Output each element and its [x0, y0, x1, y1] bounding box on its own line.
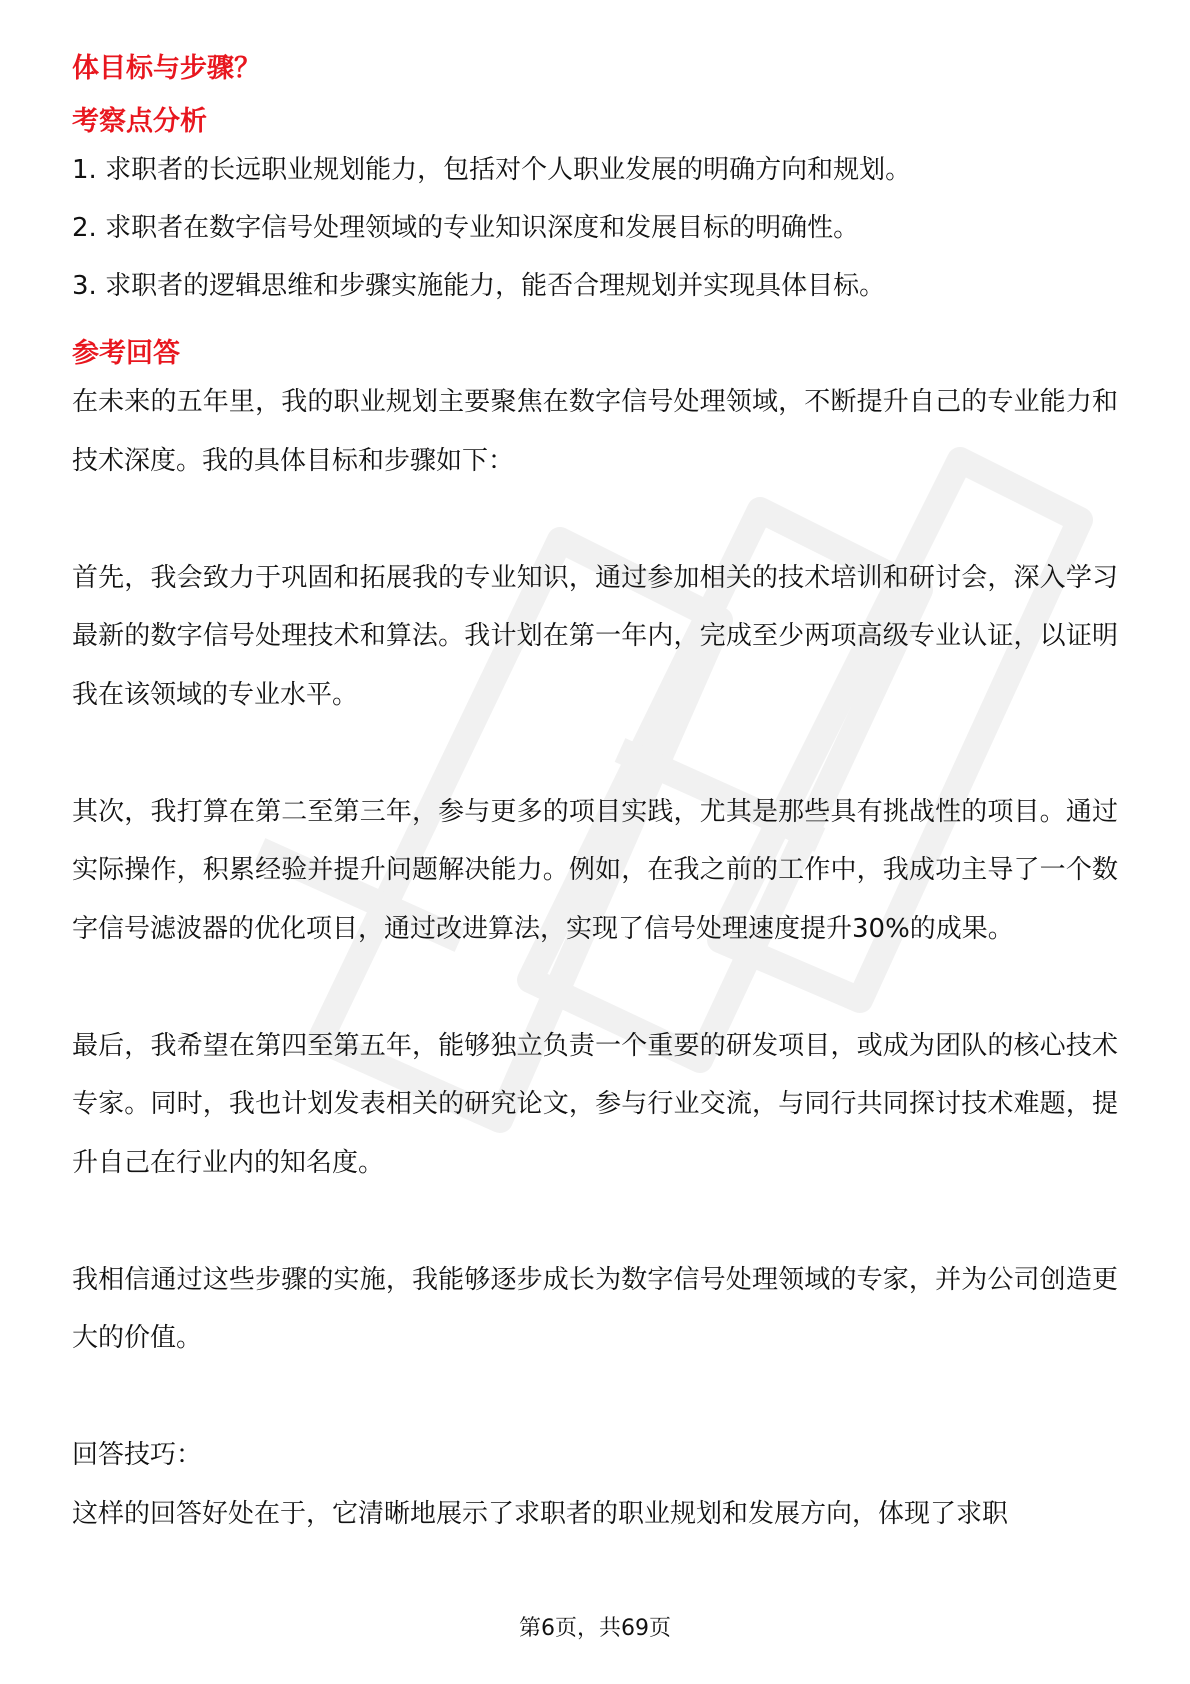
page-indicator: 第6页，共69页 [519, 1616, 671, 1641]
tips-text: 这样的回答好处在于，它清晰地展示了求职者的职业规划和发展方向，体现了求职 [72, 1498, 1009, 1529]
paragraph-spacer [72, 1368, 1118, 1427]
analysis-points-list [72, 141, 1118, 315]
paragraph-spacer [72, 1192, 1118, 1251]
answer-paragraph-first-step: 首先，我会致力于巩固和拓展我的专业知识，通过参加相关的技术培训和研讨会，深入学习最新的数字信号处理技术和算法。我计划在第一年内，完成至少两项高级专业认证，以证明我在该领域的专业水平。 [72, 562, 1118, 710]
tips-label: 回答技巧： [72, 1440, 203, 1470]
answer-heading: 参考回答 [72, 338, 180, 369]
analysis-point: 2. 求职者在数字信号处理领域的专业知识深度和发展目标的明确性。 [72, 213, 860, 243]
paragraph-spacer [72, 490, 1118, 549]
answer-paragraph-intro: 在未来的五年里，我的职业规划主要聚焦在数字信号处理领域，不断提升自己的专业能力和技术深度。我的具体目标和步骤如下： [72, 387, 1118, 476]
analysis-heading: 考察点分析 [72, 106, 207, 137]
paragraph-spacer [72, 958, 1118, 1017]
paragraph-spacer [72, 724, 1118, 783]
answer-paragraph-conclusion: 我相信通过这些步骤的实施，我能够逐步成长为数字信号处理领域的专家，并为公司创造更大的价值。 [72, 1264, 1118, 1353]
answer-paragraph-second-step: 其次，我打算在第二至第三年，参与更多的项目实践，尤其是那些具有挑战性的项目。通过实际操作，积累经验并提升问题解决能力。例如，在我之前的工作中，我成功主导了一个数字信号滤波器的优化项目，通过改进算法，实现了信号处理速度提升30%的成果。 [72, 796, 1118, 944]
answer-paragraph-third-step: 最后，我希望在第四至第五年，能够独立负责一个重要的研发项目，或成为团队的核心技术专家。同时，我也计划发表相关的研究论文，参与行业交流，与同行共同探讨技术难题，提升自己在行业内的知名度。 [72, 1030, 1118, 1178]
analysis-point: 3. 求职者的逻辑思维和步骤实施能力，能否合理规划并实现具体目标。 [72, 271, 886, 301]
analysis-point: 1. 求职者的长远职业规划能力，包括对个人职业发展的明确方向和规划。 [72, 155, 912, 185]
question-heading-continued: 体目标与步骤？ [72, 53, 261, 84]
document-content [72, 46, 1118, 1543]
